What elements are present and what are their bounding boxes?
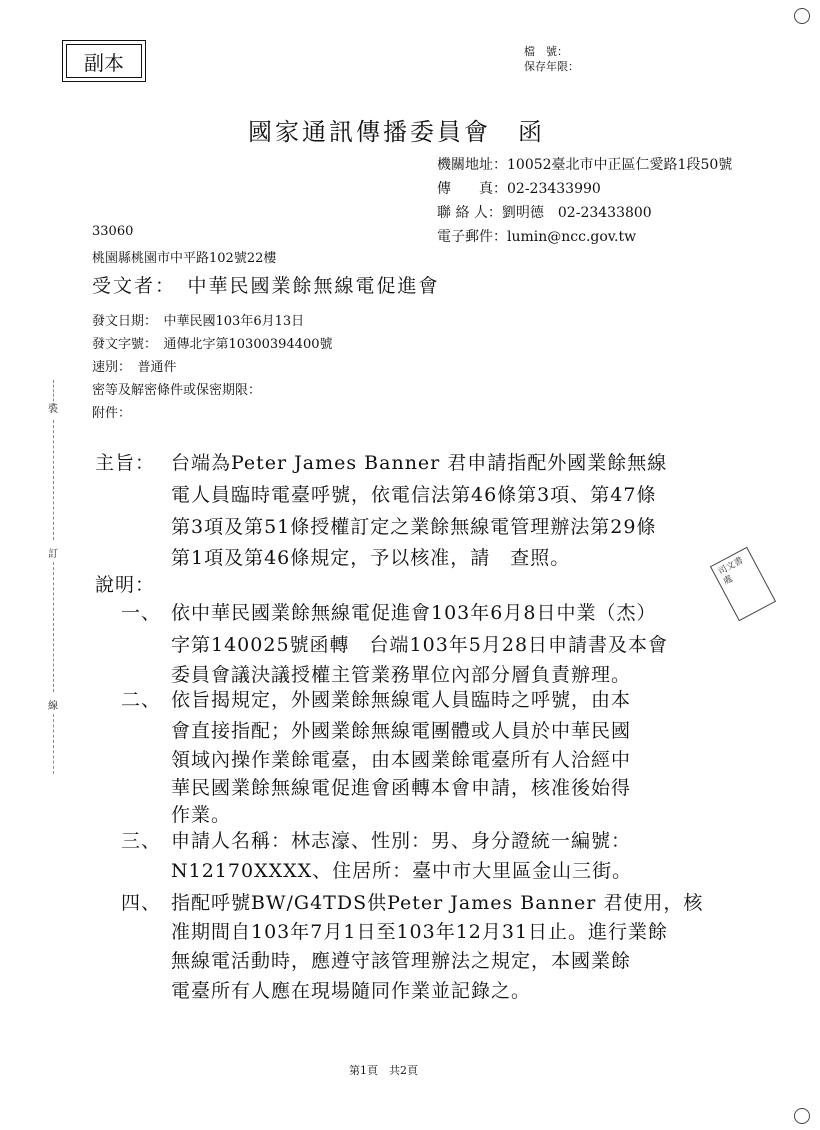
item-number: 三、 [121,830,162,852]
retention-label: 保存年限： [524,60,579,73]
item-line: 依中華民國業餘無線電促進會103年6月8日中業（杰） [171,602,657,624]
binding-line [53,714,54,774]
item-line: 依旨揭規定，外國業餘無線電人員臨時之呼號，由本 [171,689,632,711]
receipt-stamp-text: 司文書處 [716,555,746,588]
item-line: 華民國業餘無線電促進會函轉本會申請，核准後始得 [171,777,632,799]
page-footer: 第1頁 共2頁 [349,1064,418,1077]
item-line: 准期間自103年7月1日至103年12月31日止。進行業餘 [171,921,669,943]
issue-date: 發文日期： 中華民國103年6月13日 [92,314,305,329]
copy-stamp-box [62,40,146,82]
punch-hole [794,8,810,24]
binding-mark-1: 裝 [48,404,58,415]
agency-email: 電子郵件：lumin@ncc.gov.tw [437,229,637,245]
binding-mark-3: 線 [48,701,58,712]
item-number: 二、 [121,689,162,711]
item-number: 一、 [121,602,162,624]
subject-line: 第3項及第51條授權訂定之業餘無線電管理辦法第29條 [171,516,657,538]
item-line: N12170XXXX、住居所：臺中市大里區金山三街。 [171,860,633,882]
binding-mark-2: 訂 [48,549,58,560]
agency-address: 機關地址：10052臺北市中正區仁愛路1段50號 [437,157,733,173]
recipient: 受文者： 中華民國業餘無線電促進會 [92,275,440,297]
speed-category: 速別： 普通件 [92,360,177,375]
receipt-stamp [710,547,776,621]
item-line: 指配呼號BW/G4TDS供Peter James Banner 君使用，核 [171,892,704,914]
recipient-address: 桃園縣桃園市中平路102號22樓 [92,251,277,266]
document-number: 發文字號： 通傳北字第10300394400號 [92,337,333,352]
agency-contact: 聯 絡 人：劉明德 02-23433800 [437,205,652,221]
file-number-label: 檔 號： [524,45,568,58]
attachment: 附件： [92,406,132,421]
subject-label: 主旨： [95,452,156,474]
item-line: 無線電活動時，應遵守該管理辦法之規定，本國業餘 [171,950,632,972]
subject-line: 台端為Peter James Banner 君申請指配外國業餘無線 [171,452,668,474]
subject-line: 第1項及第46條規定，予以核准，請 查照。 [171,547,571,569]
agency-fax: 傳 真：02-23433990 [437,181,601,197]
item-line: 會直接指配；外國業餘無線電團體或人員於中華民國 [171,720,632,742]
item-number: 四、 [121,892,162,914]
item-line: 委員會議決議授權主管業務單位內部分層負責辦理。 [171,664,632,686]
binding-line [53,562,54,692]
item-line: 電臺所有人應在現場隨同作業並記錄之。 [171,980,532,1002]
copy-label: 副本 [84,50,124,75]
subject-line: 電人員臨時電臺呼號，依電信法第46條第3項、第47條 [171,484,657,506]
document-title: 國家通訊傳播委員會 函 [248,118,545,146]
punch-hole [794,1108,810,1124]
item-line: 領域內操作業餘電臺，由本國業餘電臺所有人洽經中 [171,749,632,771]
item-line: 字第140025號函轉 台端103年5月28日申請書及本會 [171,634,669,656]
binding-line [53,420,54,540]
item-line: 作業。 [171,804,232,826]
explanation-label: 說明： [95,574,156,596]
secrecy-level: 密等及解密條件或保密期限： [92,383,262,398]
postal-code: 33060 [92,224,134,239]
item-line: 申請人名稱：林志濠、性別：男、身分證統一編號： [171,830,632,852]
